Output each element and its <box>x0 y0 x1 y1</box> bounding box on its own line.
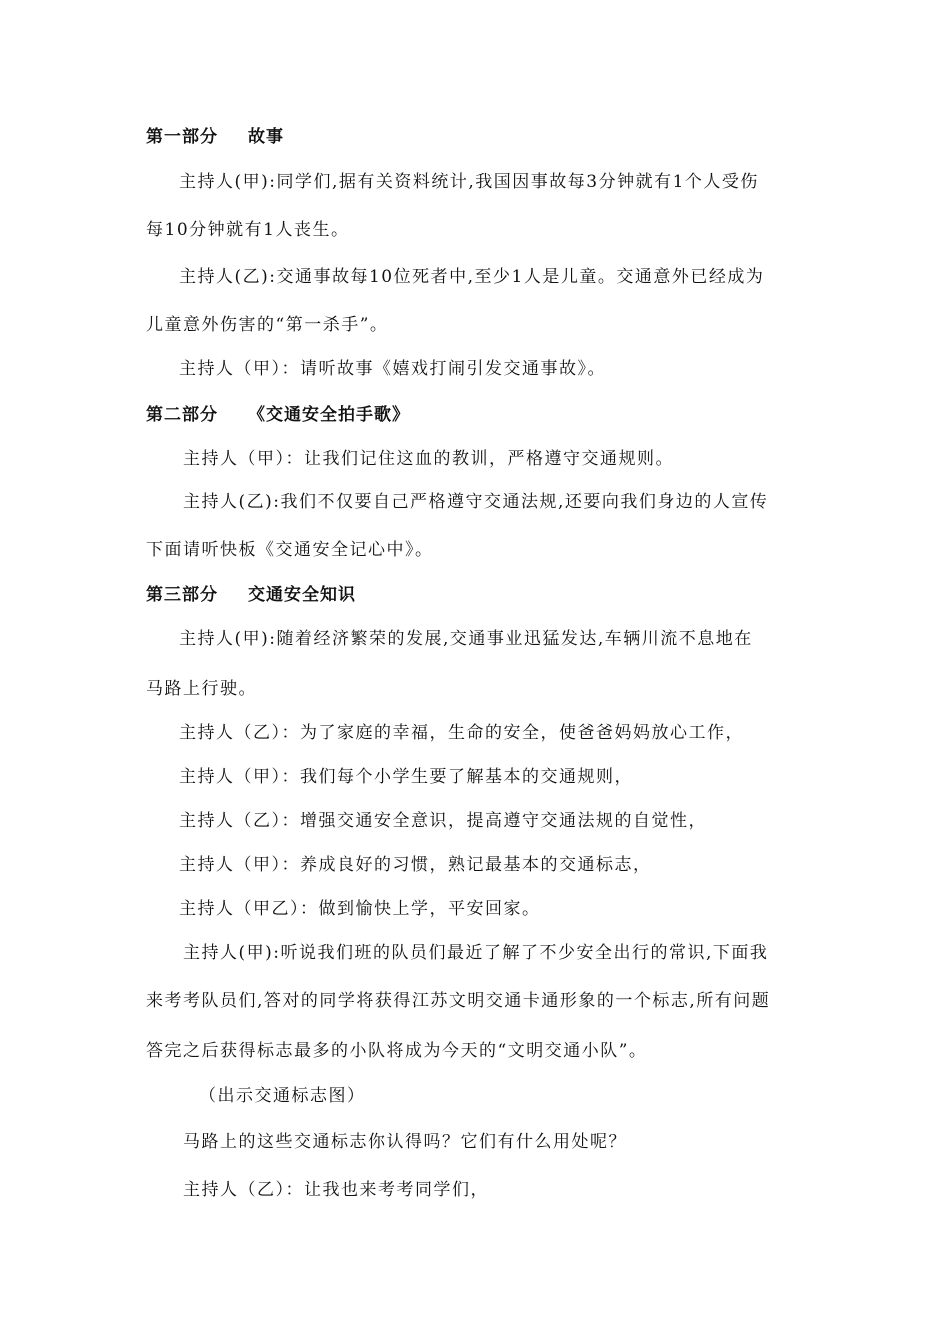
paragraph-line: 主持人（乙）：为了家庭的幸福，生命的安全，使爸爸妈妈放心工作， <box>179 723 744 743</box>
paragraph-line: 答完之后获得标志最多的小队将成为今天的“文明交通小队”。 <box>146 1041 648 1061</box>
paragraph-line: 来考考队员们,答对的同学将获得江苏文明交通卡通形象的一个标志,所有问题 <box>146 991 771 1011</box>
paragraph-line: 下面请听快板《交通安全记心中》。 <box>146 540 434 560</box>
paragraph-line: 主持人（甲）：我们每个小学生要了解基本的交通规则， <box>179 767 633 787</box>
section-heading-1 <box>146 125 284 149</box>
section-heading-2 <box>146 403 410 427</box>
paragraph-line: 马路上行驶。 <box>146 679 257 699</box>
paragraph-line: 每10分钟就有1人丧生。 <box>146 220 350 240</box>
paragraph-line: 儿童意外伤害的“第一杀手”。 <box>146 315 389 335</box>
section-title: 故事 <box>248 127 284 147</box>
paragraph-line: 主持人（甲乙）：做到愉快上学，平安回家。 <box>179 899 541 919</box>
section-title: 交通安全知识 <box>248 585 356 605</box>
paragraph-line: 主持人(甲):同学们,据有关资料统计,我国因事故每3分钟就有1个人受伤 <box>179 172 759 192</box>
paragraph-line: 主持人（甲）：让我们记住这血的教训，严格遵守交通规则。 <box>183 449 674 469</box>
paragraph-line: 主持人（乙）：增强交通安全意识，提高遵守交通法规的自觉性， <box>179 811 707 831</box>
paragraph-line: 主持人（甲）：请听故事《嬉戏打闹引发交通事故》。 <box>179 359 606 379</box>
section-label: 第二部分 <box>146 405 218 425</box>
paragraph-line: 主持人(乙):交通事故每10位死者中,至少1人是儿童。交通意外已经成为 <box>179 267 765 287</box>
paragraph-line: 主持人（甲）：养成良好的习惯，熟记最基本的交通标志， <box>179 855 652 875</box>
paragraph-line: 主持人（乙）：让我也来考考同学们， <box>183 1180 489 1200</box>
paragraph-line: 主持人(甲):听说我们班的队员们最近了解了不少安全出行的常识,下面我 <box>183 943 769 963</box>
paragraph-line: 马路上的这些交通标志你认得吗？它们有什么用处呢？ <box>183 1132 627 1152</box>
section-label: 第一部分 <box>146 127 218 147</box>
paragraph-line: （出示交通标志图） <box>199 1086 366 1106</box>
paragraph-line: 主持人(甲):随着经济繁荣的发展,交通事业迅猛发达,车辆川流不息地在 <box>179 629 753 649</box>
paragraph-line: 主持人(乙):我们不仅要自己严格遵守交通法规,还要向我们身边的人宣传 <box>183 492 769 512</box>
section-title: 《交通安全拍手歌》 <box>248 405 410 425</box>
section-heading-3 <box>146 583 356 607</box>
section-label: 第三部分 <box>146 585 218 605</box>
